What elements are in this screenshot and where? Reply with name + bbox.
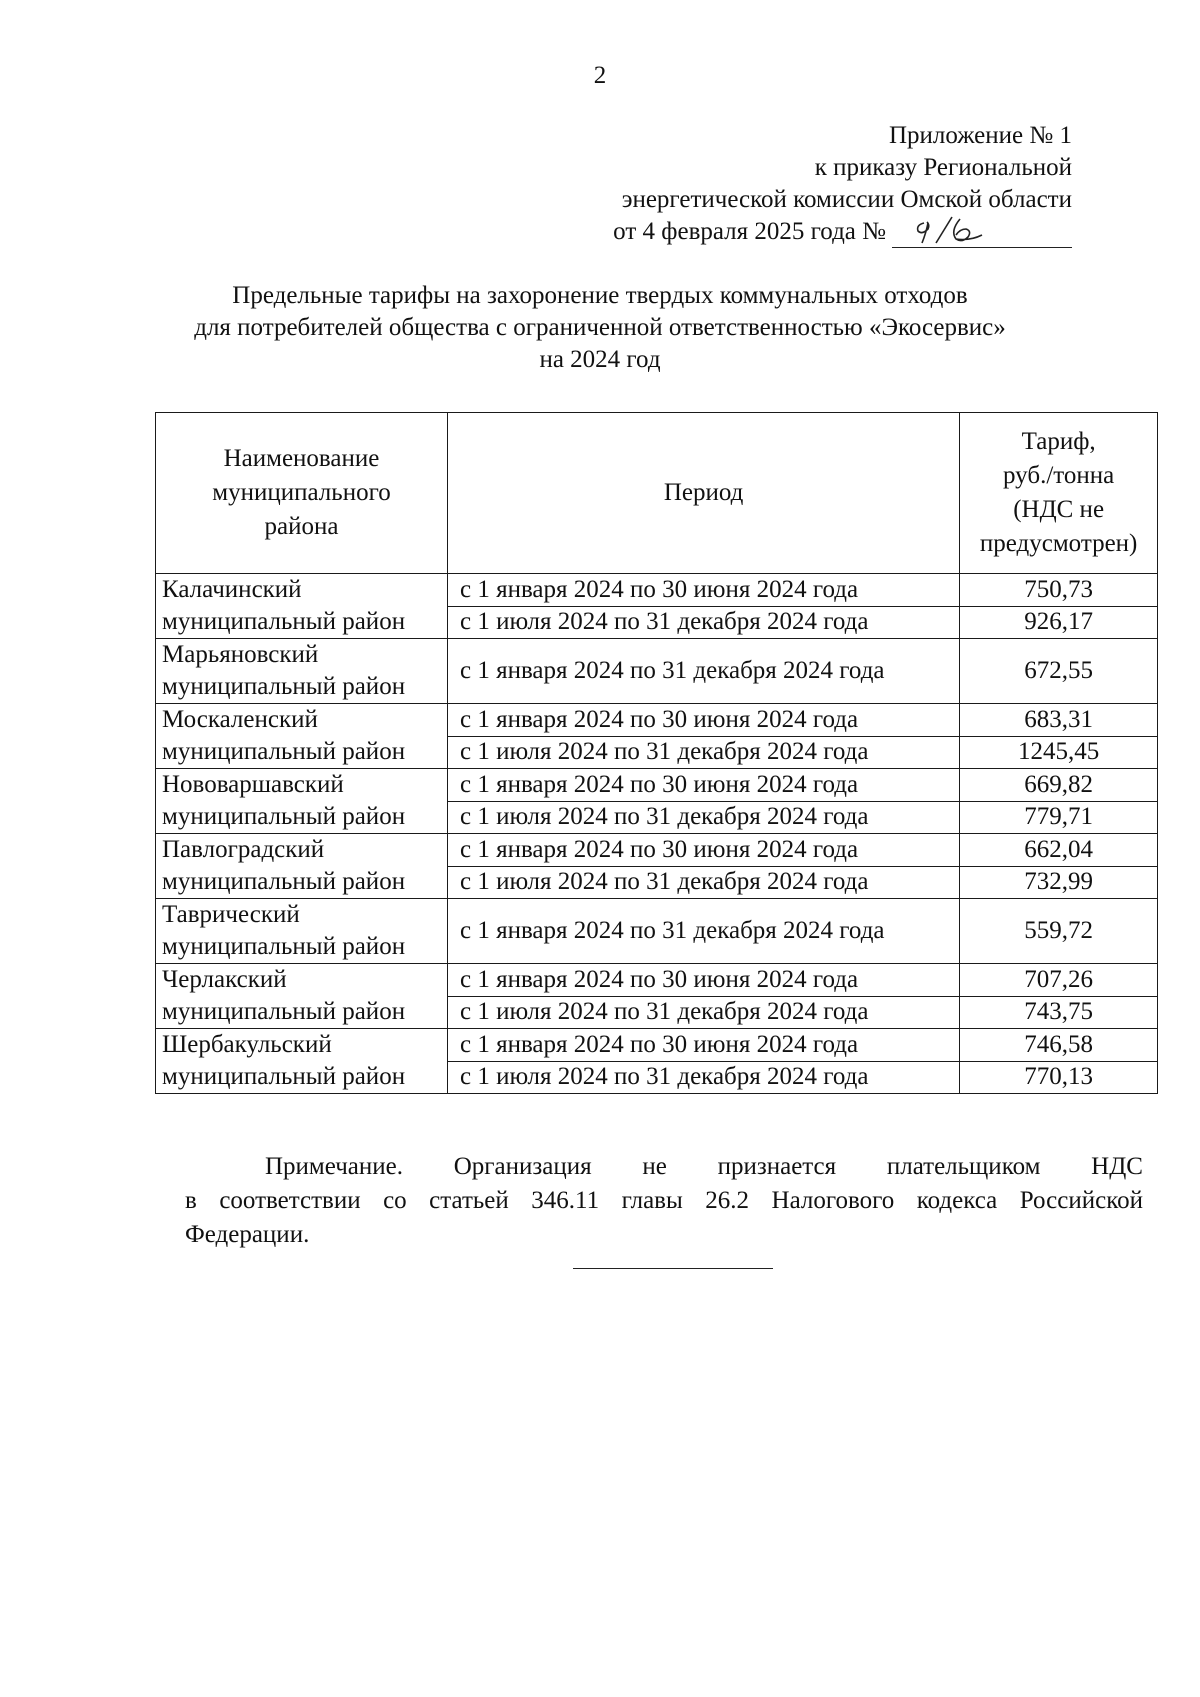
district-type: муниципальный район	[162, 803, 406, 830]
note-word: НДС	[1091, 1153, 1143, 1180]
tariff-cell: 662,04	[960, 834, 1158, 867]
note-word: плательщиком	[886, 1153, 1041, 1180]
period-cell: с 1 июля 2024 по 31 декабря 2024 года	[447, 1061, 959, 1094]
document-title	[0, 280, 1200, 376]
appendix-order-line	[613, 216, 1072, 248]
period-cell: с 1 января 2024 по 30 июня 2024 года	[447, 1029, 959, 1062]
note-word: Примечание.	[265, 1153, 404, 1180]
table-row	[156, 704, 1158, 737]
header-period: Период	[447, 413, 959, 574]
district-name: Черлакский	[162, 966, 287, 993]
period-cell: с 1 января 2024 по 30 июня 2024 года	[447, 834, 959, 867]
note-word: Организация	[453, 1153, 592, 1180]
district-name: Шербакульский	[162, 1031, 332, 1058]
district-type: муниципальный район	[162, 738, 406, 765]
table-row	[156, 834, 1158, 867]
title-line-2: для потребителей общества с ограниченной ответственностью «Экосервис»	[194, 314, 1006, 341]
table-row	[156, 899, 1158, 964]
district-cell	[156, 834, 448, 899]
district-type: муниципальный район	[162, 673, 406, 700]
tariff-cell: 779,71	[960, 801, 1158, 834]
appendix-line-3: энергетической комиссии Омской области	[621, 186, 1072, 213]
table-row	[156, 769, 1158, 802]
end-divider	[573, 1268, 773, 1269]
handwritten-order-number	[910, 213, 990, 247]
district-name: Москаленский	[162, 706, 318, 733]
period-cell: с 1 января 2024 по 31 декабря 2024 года	[447, 899, 959, 964]
table-row	[156, 639, 1158, 704]
period-cell: с 1 января 2024 по 30 июня 2024 года	[447, 964, 959, 997]
district-type: муниципальный район	[162, 868, 406, 895]
appendix-line-4: от 4 февраля 2025 года №	[613, 218, 886, 245]
header-tariff-line: руб./тонна	[1003, 462, 1115, 489]
order-number-field	[892, 219, 1072, 248]
district-name: Павлоградский	[162, 836, 325, 863]
table-row	[156, 964, 1158, 997]
tariff-cell: 926,17	[960, 606, 1158, 639]
period-cell: с 1 января 2024 по 30 июня 2024 года	[447, 769, 959, 802]
tariff-table	[155, 412, 1158, 1094]
district-cell	[156, 704, 448, 769]
district-type: муниципальный район	[162, 933, 406, 960]
note-word: не	[642, 1153, 667, 1180]
tariff-cell: 750,73	[960, 574, 1158, 607]
period-cell: с 1 июля 2024 по 31 декабря 2024 года	[447, 801, 959, 834]
note-word: признается	[717, 1153, 837, 1180]
note-line-1	[185, 1150, 1143, 1184]
table-row	[156, 1029, 1158, 1062]
note-line-2: в соответствии со статьей 346.11 главы 26.2 Налогового кодекса Российской	[185, 1187, 1143, 1214]
period-cell: с 1 июля 2024 по 31 декабря 2024 года	[447, 736, 959, 769]
header-tariff	[960, 413, 1158, 574]
header-tariff-line: (НДС не	[1013, 496, 1105, 523]
district-cell	[156, 964, 448, 1029]
period-cell: с 1 января 2024 по 31 декабря 2024 года	[447, 639, 959, 704]
table-row	[156, 574, 1158, 607]
district-name: Калачинский	[162, 576, 302, 603]
header-district-line: Наименование	[223, 445, 380, 472]
district-cell	[156, 899, 448, 964]
tariff-cell: 672,55	[960, 639, 1158, 704]
period-cell: с 1 июля 2024 по 31 декабря 2024 года	[447, 866, 959, 899]
appendix-line-1: Приложение № 1	[888, 122, 1072, 149]
header-district	[156, 413, 448, 574]
appendix-header	[613, 120, 1072, 248]
tariff-cell: 770,13	[960, 1061, 1158, 1094]
district-name: Таврический	[162, 901, 300, 928]
district-cell	[156, 1029, 448, 1094]
tariff-cell: 743,75	[960, 996, 1158, 1029]
tariff-cell: 1245,45	[960, 736, 1158, 769]
period-cell: с 1 января 2024 по 30 июня 2024 года	[447, 574, 959, 607]
period-cell: с 1 июля 2024 по 31 декабря 2024 года	[447, 996, 959, 1029]
page-number: 2	[593, 62, 607, 89]
district-type: муниципальный район	[162, 1063, 406, 1090]
tariff-cell: 559,72	[960, 899, 1158, 964]
district-name: Нововаршавский	[162, 771, 344, 798]
period-cell: с 1 января 2024 по 30 июня 2024 года	[447, 704, 959, 737]
tariff-cell: 683,31	[960, 704, 1158, 737]
header-district-line: муниципального	[212, 479, 391, 506]
district-type: муниципальный район	[162, 608, 406, 635]
tariff-cell: 669,82	[960, 769, 1158, 802]
header-tariff-line: Тариф,	[1021, 428, 1096, 455]
district-name: Марьяновский	[162, 641, 319, 668]
note-paragraph	[185, 1150, 1143, 1252]
table-header-row	[156, 413, 1158, 574]
header-district-line: района	[264, 513, 339, 540]
district-type: муниципальный район	[162, 998, 406, 1025]
note-line-3: Федерации.	[185, 1221, 310, 1248]
appendix-line-2: к приказу Региональной	[814, 154, 1072, 181]
period-cell: с 1 июля 2024 по 31 декабря 2024 года	[447, 606, 959, 639]
tariff-cell: 746,58	[960, 1029, 1158, 1062]
header-tariff-line: предусмотрен)	[979, 530, 1138, 557]
title-line-3: на 2024 год	[539, 346, 661, 373]
district-cell	[156, 769, 448, 834]
tariff-cell: 707,26	[960, 964, 1158, 997]
district-cell	[156, 639, 448, 704]
tariff-cell: 732,99	[960, 866, 1158, 899]
district-cell	[156, 574, 448, 639]
title-line-1: Предельные тарифы на захоронение твердых коммунальных отходов	[232, 282, 968, 309]
